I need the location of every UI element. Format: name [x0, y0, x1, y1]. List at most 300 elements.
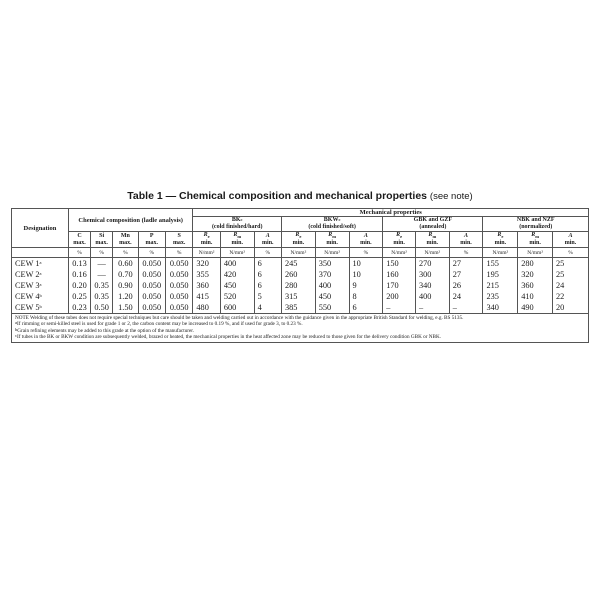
chem-unit — [68, 248, 90, 258]
mech-col-symbol: R — [428, 232, 433, 238]
mech-value: 235 — [486, 291, 499, 301]
chem-col-sub: max. — [119, 239, 132, 246]
table-title-note: (see note) — [429, 191, 473, 202]
mech-value: 245 — [285, 258, 298, 268]
mech-unit-text: N/mm² — [527, 249, 543, 256]
group-name: BKW — [323, 217, 339, 223]
chem-value-cell — [113, 291, 138, 302]
mech-value-cell — [483, 269, 518, 280]
chem-col-sub: max. — [95, 239, 108, 246]
mech-value-cell — [349, 280, 383, 291]
chem-value-cell — [165, 269, 192, 280]
mech-unit-text: % — [463, 249, 469, 256]
mech-value-cell — [415, 302, 449, 314]
mech-col-sub: min. — [326, 240, 338, 247]
header-row-3 — [12, 232, 589, 248]
mech-col-symbol: A — [363, 232, 368, 239]
chem-value: 0.13 — [72, 258, 87, 268]
mech-unit-text: N/mm² — [229, 249, 246, 256]
mech-value: 420 — [223, 269, 237, 279]
chem-value-cell — [165, 302, 192, 314]
mech-value: 170 — [386, 280, 399, 290]
chem-value: 0.050 — [142, 280, 162, 290]
mech-col-header — [483, 232, 518, 248]
chem-unit — [138, 248, 165, 258]
mech-value-cell — [282, 291, 316, 302]
mech-value: 400 — [318, 280, 332, 290]
mech-value: 340 — [486, 302, 499, 312]
designation-cell — [12, 258, 69, 270]
mech-unit — [415, 248, 449, 258]
group-condition: (cold finished/hard) — [211, 224, 263, 230]
mech-col-header — [315, 232, 349, 248]
chem-value-cell — [138, 258, 165, 270]
mech-value-cell — [349, 269, 383, 280]
mech-value-cell — [449, 291, 483, 302]
mech-value-cell — [220, 302, 254, 314]
mech-col-index: m — [432, 234, 437, 240]
mech-value-cell — [449, 280, 483, 291]
footnote-mark: c — [15, 333, 17, 339]
designation-text: CEW 5 — [15, 302, 40, 312]
chem-col-symbol: Mn — [120, 232, 130, 239]
chem-value: 0.050 — [142, 302, 162, 312]
mech-value: 5 — [257, 291, 262, 301]
chem-value: — — [97, 258, 106, 268]
units-row — [12, 248, 589, 258]
mech-value: 350 — [318, 258, 332, 268]
mech-value: 450 — [223, 280, 237, 290]
mech-unit — [315, 248, 349, 258]
chem-value-cell — [138, 269, 165, 280]
mech-value-cell — [220, 269, 254, 280]
mech-value-cell — [518, 269, 553, 280]
chem-value-cell — [68, 280, 90, 291]
group-header — [483, 217, 589, 232]
mech-value: 340 — [418, 280, 432, 290]
mech-col-header — [193, 232, 220, 248]
mech-value-cell — [483, 302, 518, 314]
mech-value: 195 — [486, 269, 499, 279]
chem-value-cell — [91, 258, 113, 270]
mech-value-cell — [315, 302, 349, 314]
chem-value: 0.60 — [118, 258, 133, 268]
chem-col-sub: max. — [172, 239, 186, 246]
mech-col-sub: min. — [426, 240, 439, 247]
mech-value-cell — [193, 302, 220, 314]
chem-unit-text: % — [123, 249, 128, 256]
mech-value-cell — [449, 269, 483, 280]
chem-value: 0.050 — [142, 258, 162, 268]
mech-value-cell — [518, 291, 553, 302]
mech-col-header — [449, 232, 483, 248]
mech-col-index: m — [332, 234, 336, 240]
chem-unit — [165, 248, 192, 258]
mech-value-cell — [315, 258, 349, 270]
mech-value: 10 — [352, 258, 361, 268]
mech-col-header — [383, 232, 416, 248]
mech-value-cell — [315, 269, 349, 280]
mech-unit — [349, 248, 383, 258]
footnotes-row — [12, 314, 589, 343]
mech-value-cell — [254, 280, 281, 291]
mech-value-cell — [282, 258, 316, 270]
chem-value: 0.16 — [72, 269, 87, 279]
mech-value: 300 — [418, 269, 432, 279]
chem-col-header — [113, 232, 138, 248]
chem-value-cell — [138, 302, 165, 314]
mech-value: 200 — [386, 291, 399, 301]
mech-unit — [518, 248, 553, 258]
mech-unit — [254, 248, 281, 258]
table-row — [12, 280, 589, 291]
mech-value-cell — [415, 258, 449, 270]
chem-value-cell — [68, 269, 90, 280]
mech-value-cell — [193, 269, 220, 280]
chem-value: 0.70 — [118, 269, 133, 279]
mech-col-symbol: R — [531, 232, 536, 238]
mech-unit — [553, 248, 589, 258]
mech-value-cell — [383, 258, 416, 270]
chem-unit — [91, 248, 113, 258]
mech-value: 6 — [257, 280, 262, 290]
mech-col-sub: min. — [200, 240, 213, 247]
mech-value-cell — [254, 258, 281, 270]
mech-value-cell — [518, 258, 553, 270]
mech-value: 10 — [352, 269, 361, 279]
mech-value-cell — [282, 269, 316, 280]
mech-col-sub: min. — [529, 240, 541, 247]
mech-value: 9 — [352, 280, 357, 290]
mech-value: 410 — [521, 291, 534, 301]
designation-text: CEW 4 — [15, 291, 40, 301]
chem-unit — [113, 248, 138, 258]
chem-value-cell — [113, 269, 138, 280]
mech-value: 270 — [418, 258, 432, 268]
mech-value: 360 — [521, 280, 534, 290]
mech-value-cell — [220, 258, 254, 270]
mech-value-cell — [349, 291, 383, 302]
mech-value: 25 — [556, 269, 565, 279]
mech-col-sub: min. — [292, 240, 305, 247]
chem-value-cell — [138, 280, 165, 291]
chem-value: 0.50 — [94, 302, 109, 312]
mech-value: 24 — [452, 291, 461, 301]
mechanical-header — [193, 209, 589, 217]
mech-value-cell — [449, 302, 483, 314]
mech-col-sub: min. — [231, 240, 243, 247]
mech-col-symbol: A — [265, 232, 270, 239]
table-row — [12, 291, 589, 302]
mech-unit — [483, 248, 518, 258]
designation-header — [12, 209, 69, 248]
mech-value-cell — [383, 269, 416, 280]
chem-col-sub: max. — [73, 239, 86, 246]
table-row — [12, 302, 589, 314]
mech-col-symbol: R — [233, 232, 238, 238]
group-name: NBK and NZF — [516, 217, 555, 223]
designation-text: CEW 2 — [15, 269, 40, 279]
footnote-mark: b — [15, 326, 18, 332]
mech-col-header — [415, 232, 449, 248]
mech-unit-text: N/mm² — [391, 249, 407, 256]
chem-value: 0.050 — [169, 280, 189, 290]
mech-col-index: e — [207, 234, 210, 240]
mech-value-cell — [415, 269, 449, 280]
mech-value: 280 — [521, 258, 534, 268]
chem-value: 1.20 — [118, 291, 133, 301]
mech-value: 160 — [386, 269, 399, 279]
designation-text: CEW 1 — [15, 258, 40, 268]
designation-cell — [12, 302, 69, 314]
mech-value: 6 — [257, 258, 262, 268]
chem-value-cell — [113, 258, 138, 270]
mech-value: 150 — [386, 258, 399, 268]
footnote-text: If tubes in the BK or BKW condition are subsequently welded, brazed or heated, the mechanical properties in the heat affected zone may be reduced to those given for the delivery condition GBK or NBK. — [17, 334, 442, 341]
mech-unit-text: N/mm² — [492, 249, 509, 256]
chem-value-cell — [113, 302, 138, 314]
mech-value: 550 — [318, 302, 332, 312]
mech-col-index: e — [400, 234, 403, 240]
designation-footnote-mark: a — [39, 270, 42, 276]
mech-value-cell — [282, 302, 316, 314]
mech-unit-text: N/mm² — [424, 249, 441, 256]
mech-value: 370 — [318, 269, 332, 279]
table-row — [12, 269, 589, 280]
designation-cell — [12, 291, 69, 302]
mech-value-cell — [483, 280, 518, 291]
designation-footnote-mark: a — [39, 281, 42, 287]
mech-value-cell — [415, 280, 449, 291]
chem-value: 0.050 — [169, 258, 189, 268]
units-blank — [12, 248, 69, 258]
footnotes-cell — [12, 314, 589, 343]
chem-unit-text: % — [149, 249, 155, 256]
chem-value: 0.050 — [142, 269, 162, 279]
mech-value: 400 — [223, 258, 237, 268]
mech-col-symbol: R — [396, 232, 401, 238]
mech-col-index: e — [501, 234, 504, 240]
mech-value-cell — [518, 280, 553, 291]
mech-value-cell — [553, 280, 589, 291]
table-title — [0, 190, 600, 202]
mech-value-cell — [383, 280, 416, 291]
mech-value: – — [386, 302, 391, 312]
mech-value-cell — [193, 258, 220, 270]
mech-value-cell — [383, 291, 416, 302]
chem-value: 0.35 — [94, 280, 109, 290]
chem-value: 0.90 — [118, 280, 133, 290]
group-name: BK — [231, 217, 241, 223]
mech-value: 215 — [486, 280, 499, 290]
chem-col-header — [68, 232, 90, 248]
mech-col-sub: min. — [262, 239, 274, 246]
mech-col-index: m — [535, 234, 540, 240]
group-header — [383, 217, 483, 232]
mech-value-cell — [193, 280, 220, 291]
footnote-text: Grain refining elements may be added to this grade at the option of the manufacturer. — [17, 327, 194, 334]
designation-text: CEW 3 — [15, 280, 40, 290]
chem-value-cell — [91, 269, 113, 280]
chem-value-cell — [68, 291, 90, 302]
mech-col-header — [518, 232, 553, 248]
chem-col-symbol: Si — [99, 232, 105, 239]
mech-value: 8 — [352, 291, 357, 301]
mech-col-symbol: R — [295, 232, 300, 238]
mech-value: 520 — [223, 291, 237, 301]
mech-value-cell — [349, 302, 383, 314]
designation-cell — [12, 280, 69, 291]
mech-col-index: m — [237, 234, 242, 240]
chem-value-cell — [113, 280, 138, 291]
mech-value: 27 — [452, 269, 461, 279]
designation-header-text: Designation — [23, 224, 57, 232]
mech-col-symbol: R — [328, 232, 333, 238]
table-row — [12, 258, 589, 270]
chem-value-cell — [165, 280, 192, 291]
chem-col-header — [165, 232, 192, 248]
mech-col-symbol: R — [203, 232, 208, 238]
chem-col-header — [91, 232, 113, 248]
table-title-text: Table 1 — Chemical composition and mechanical properties — [127, 190, 427, 202]
group-condition: (cold finished/soft) — [308, 224, 356, 230]
chem-col-sub: max. — [145, 239, 158, 246]
mech-value-cell — [518, 302, 553, 314]
chem-value: 0.050 — [169, 269, 189, 279]
group-header — [193, 217, 282, 232]
mech-unit — [193, 248, 220, 258]
group-name: GBK and GZF — [413, 217, 453, 223]
group-condition: (normalized) — [519, 224, 553, 230]
properties-table — [11, 208, 589, 343]
chem-value-cell — [68, 302, 90, 314]
chem-col-symbol: S — [177, 232, 181, 239]
group-header — [282, 217, 383, 232]
mech-value-cell — [553, 291, 589, 302]
mech-value-cell — [553, 302, 589, 314]
mech-value-cell — [254, 302, 281, 314]
mech-value: 25 — [556, 258, 565, 268]
chem-value-cell — [68, 258, 90, 270]
group-condition: (annealed) — [419, 224, 447, 230]
mech-col-header — [254, 232, 281, 248]
mech-unit-text: N/mm² — [324, 249, 340, 256]
chem-col-header — [138, 232, 165, 248]
chem-value-cell — [165, 258, 192, 270]
mech-value: – — [452, 302, 457, 312]
mech-col-index: e — [299, 234, 302, 240]
mech-value: 315 — [285, 291, 298, 301]
chem-unit-text: % — [99, 249, 104, 256]
mech-value: 22 — [556, 291, 565, 301]
designation-footnote-mark: b — [39, 303, 42, 309]
mech-col-header — [220, 232, 254, 248]
mech-value: 6 — [352, 302, 357, 312]
mech-unit-text: % — [265, 249, 271, 256]
group-footnote-mark: c — [338, 217, 341, 222]
chem-value-cell — [91, 280, 113, 291]
mech-value: 260 — [285, 269, 298, 279]
mech-value-cell — [254, 269, 281, 280]
chem-value-cell — [91, 302, 113, 314]
mech-value-cell — [449, 258, 483, 270]
mech-value: 20 — [556, 302, 565, 312]
mech-unit — [282, 248, 316, 258]
mech-value-cell — [415, 291, 449, 302]
chem-value: 0.35 — [94, 291, 109, 301]
mech-value: 490 — [521, 302, 534, 312]
mech-value: 320 — [521, 269, 534, 279]
mech-value: – — [418, 302, 424, 312]
mech-value-cell — [483, 291, 518, 302]
mechanical-header-text: Mechanical properties — [359, 209, 422, 216]
mech-col-header — [553, 232, 589, 248]
mech-unit-text: % — [568, 249, 573, 256]
chem-unit-text: % — [176, 249, 182, 256]
mech-value-cell — [315, 280, 349, 291]
mech-col-symbol: A — [568, 232, 573, 239]
chem-value: 0.25 — [72, 291, 87, 301]
chem-value-cell — [138, 291, 165, 302]
mech-value-cell — [349, 258, 383, 270]
chem-value: 1.50 — [118, 302, 133, 312]
footnote-text: If rimming or semi-killed steel is used for grade 1 or 2, the carbon content may be increased to 0.19 %, and if used for grade 3, to 0.23 %. — [17, 321, 303, 328]
mech-value-cell — [254, 291, 281, 302]
mech-value-cell — [553, 269, 589, 280]
footnote — [15, 334, 585, 340]
header-row-1 — [12, 209, 589, 217]
group-footnote-mark: c — [240, 217, 243, 222]
mech-value: 280 — [285, 280, 298, 290]
mech-value: 320 — [196, 258, 209, 268]
chemical-header — [68, 209, 192, 232]
chem-value: 0.23 — [72, 302, 87, 312]
mech-value: 27 — [452, 258, 461, 268]
chem-value: 0.050 — [142, 291, 162, 301]
mech-col-sub: min. — [564, 239, 577, 246]
chem-value-cell — [91, 291, 113, 302]
chem-value-cell — [165, 291, 192, 302]
mech-value: 26 — [452, 280, 461, 290]
chem-value: 0.20 — [72, 280, 87, 290]
chem-value: 0.050 — [169, 291, 189, 301]
mech-col-symbol: A — [464, 232, 469, 239]
mech-unit — [383, 248, 416, 258]
mech-value: 385 — [285, 302, 298, 312]
mech-value-cell — [315, 291, 349, 302]
mech-value: 24 — [556, 280, 565, 290]
mech-value: 480 — [196, 302, 209, 312]
mech-col-sub: min. — [393, 240, 405, 247]
mech-value-cell — [220, 280, 254, 291]
footnote-mark: a — [15, 320, 17, 326]
chem-col-symbol: C — [77, 232, 82, 239]
mech-value: 355 — [196, 269, 209, 279]
chem-value: 0.050 — [169, 302, 189, 312]
mech-value: 6 — [257, 269, 262, 279]
mech-col-sub: min. — [494, 240, 507, 247]
footnote-text: NOTE Welding of these tubes does not require special techniques but care should be taken and welding carried out in accordance with the guidance given in the appropriate British Standard for welding, e.g. BS 5135. — [15, 315, 464, 322]
designation-cell — [12, 269, 69, 280]
mech-col-header — [282, 232, 316, 248]
mech-unit — [220, 248, 254, 258]
chem-value: — — [97, 269, 106, 279]
mech-value: 360 — [196, 280, 209, 290]
mech-value: 415 — [196, 291, 209, 301]
mech-value: 155 — [486, 258, 499, 268]
mech-value: 400 — [418, 291, 432, 301]
mech-value-cell — [483, 258, 518, 270]
